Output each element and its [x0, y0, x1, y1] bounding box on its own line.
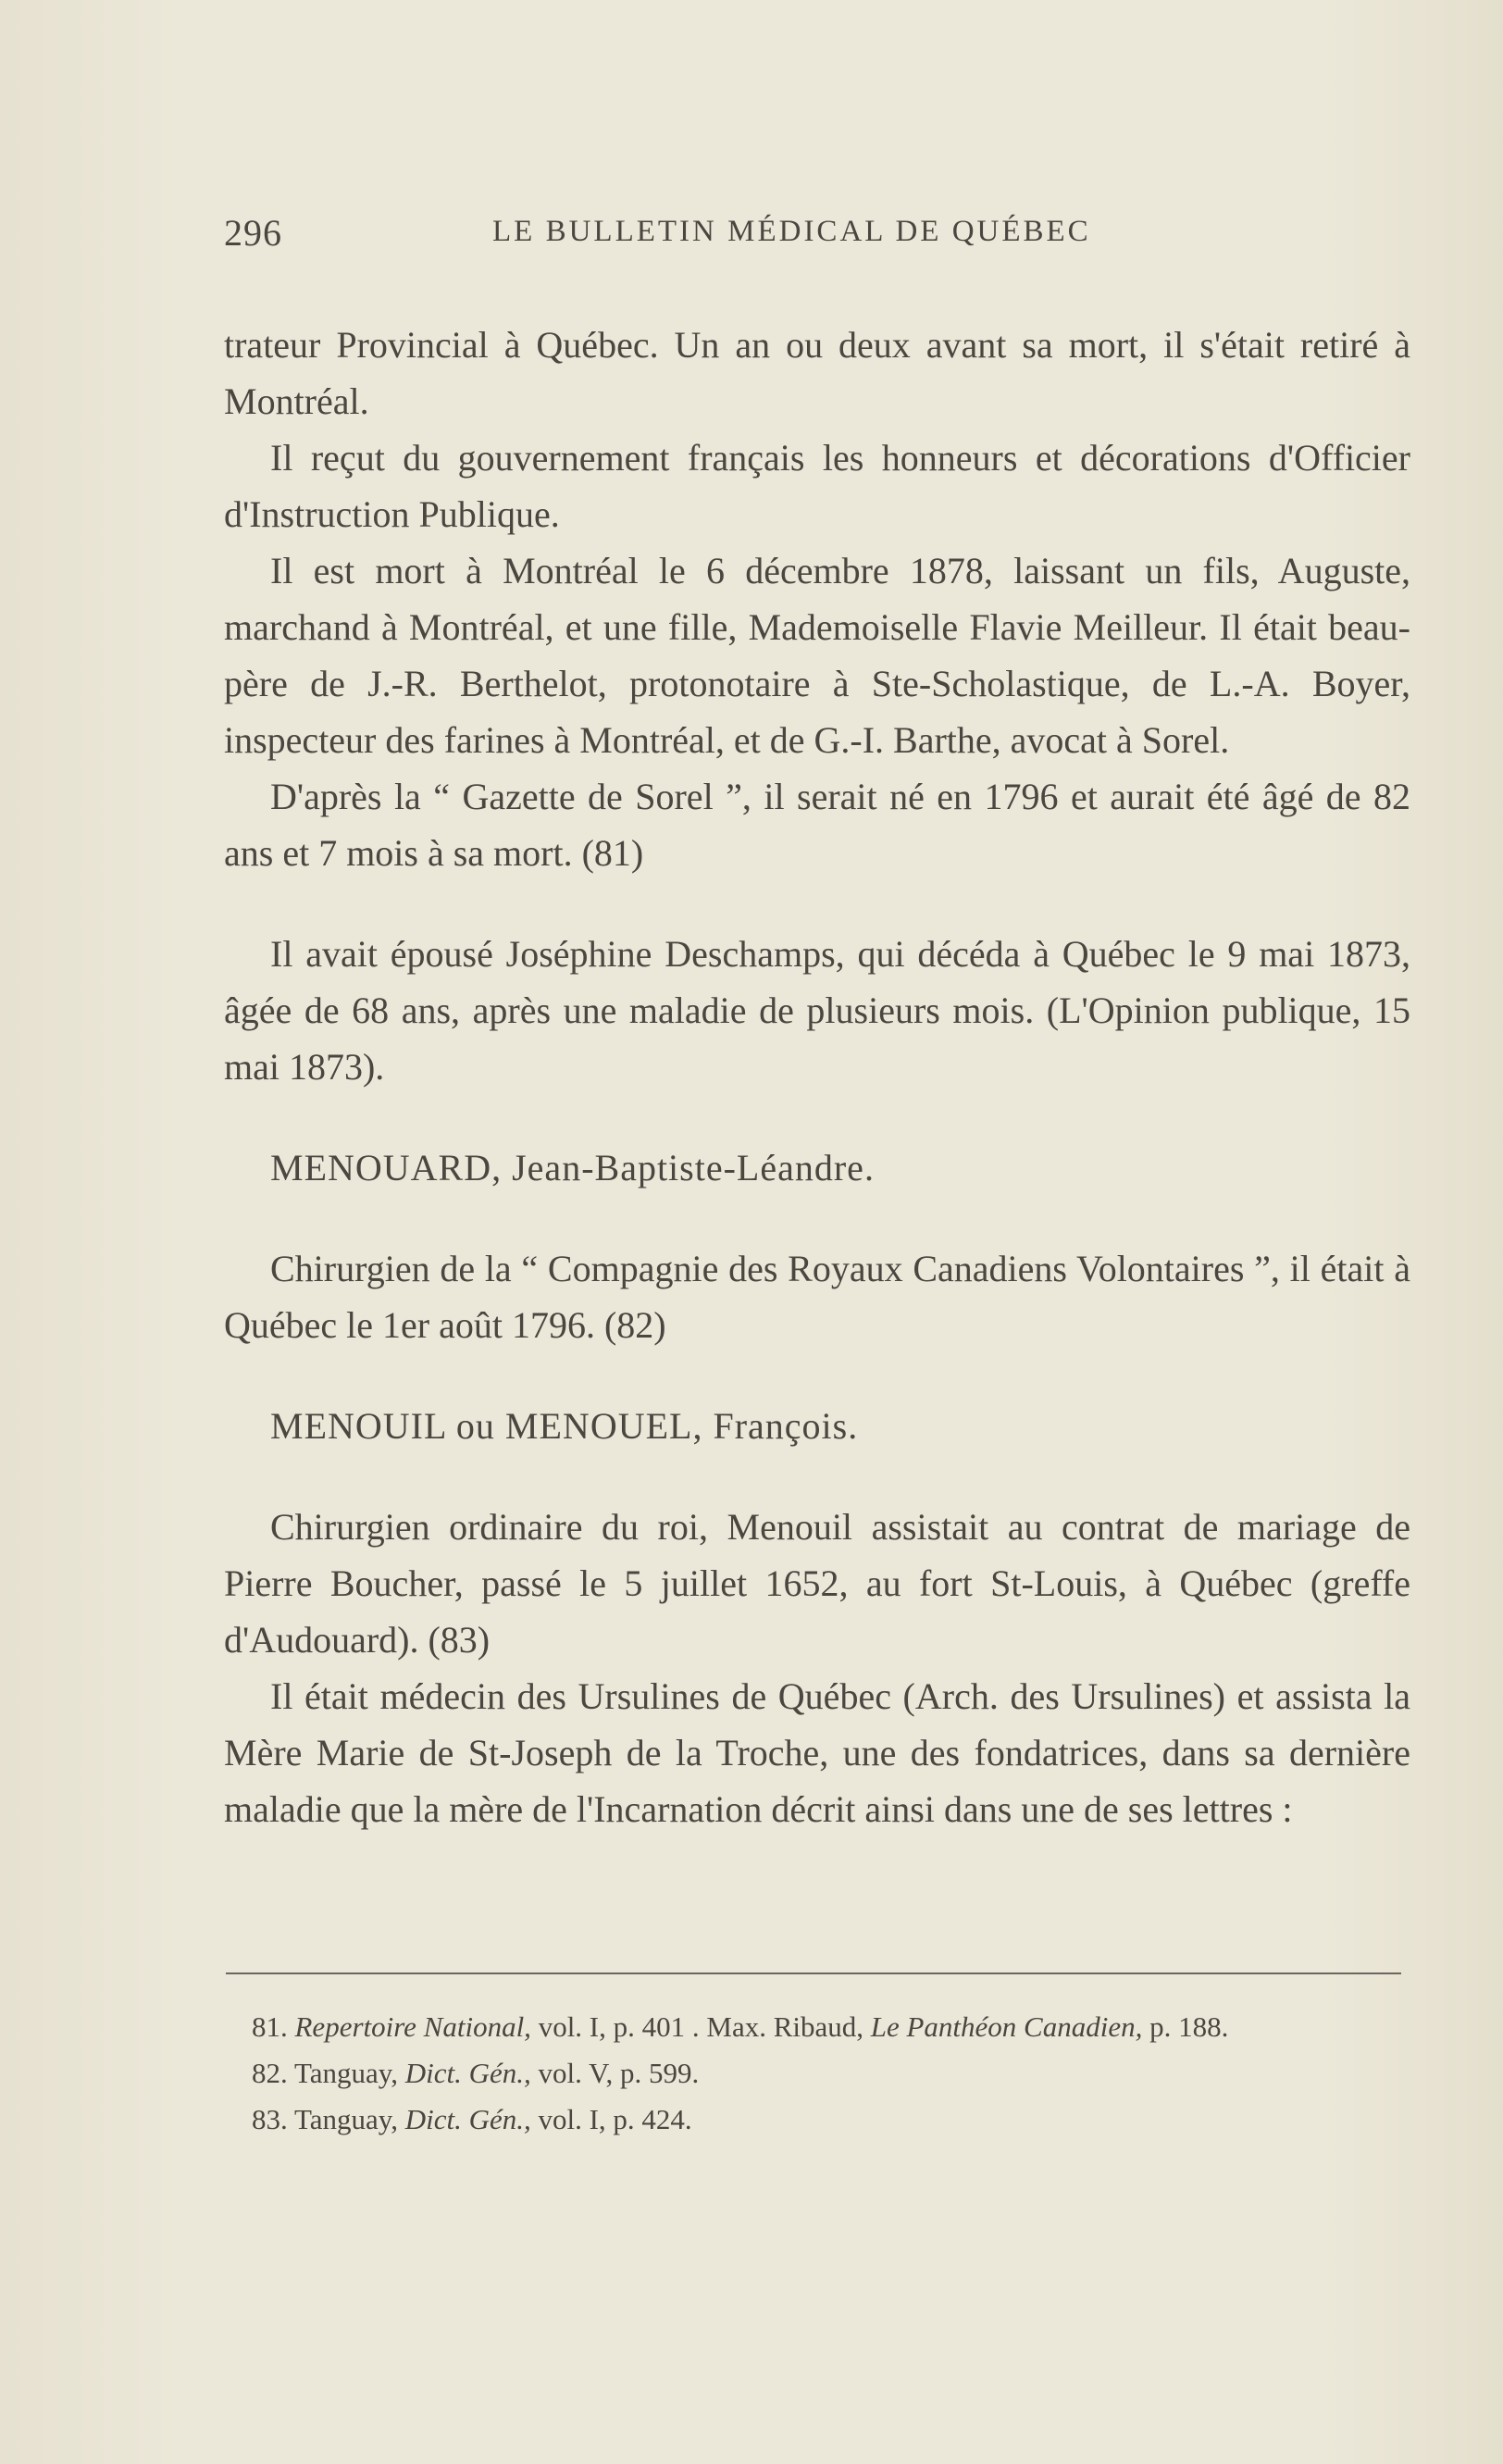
page-header — [224, 211, 1410, 267]
footnote: 81. Repertoire National, vol. I, p. 401 . Max. Ribaud, Le Panthéon Canadien, p. 188. — [252, 2010, 1229, 2043]
body-text — [224, 317, 1410, 1837]
paragraph: D'après la “ Gazette de Sorel ”, il serait né en 1796 et aurait été âgé de 82 ans et 7 mois à sa mort. (81) — [224, 776, 1410, 874]
footnotes — [224, 2007, 1410, 2146]
footnote-number: 83. — [252, 2103, 288, 2135]
footnote-number: 82. — [252, 2057, 288, 2089]
page-number: 296 — [224, 212, 282, 254]
paragraph: Chirurgien ordinaire du roi, Menouil assistait au contrat de mariage de Pierre Boucher, passé le 5 juillet 1652, au fort St-Louis, à Québec (greffe d'Audouard). (83) — [224, 1506, 1410, 1661]
running-head: LE BULLETIN MÉDICAL DE QUÉBEC — [492, 215, 1091, 248]
footnote: 82. Tanguay, Dict. Gén., vol. V, p. 599. — [252, 2057, 700, 2089]
footnote-number: 81. — [252, 2010, 288, 2043]
paragraph: Chirurgien de la “ Compagnie des Royaux Canadiens Volontaires ”, il était à Québec le 1er août 1796. (82) — [224, 1248, 1410, 1346]
footnote-rule — [226, 1972, 1401, 1974]
paragraph: Il était médecin des Ursulines de Québec (Arch. des Ursulines) et assista la Mère Marie de St-Joseph de la Troche, une des fondatrices, dans sa dernière maladie que la mère de l'Incarnation décrit ainsi dans une de ses lettres : — [224, 1675, 1410, 1830]
paragraph: trateur Provincial à Québec. Un an ou deux avant sa mort, il s'était retiré à Montréal. — [224, 324, 1410, 422]
paragraph: Il avait épousé Joséphine Deschamps, qui décéda à Québec le 9 mai 1873, âgée de 68 ans, après une maladie de plusieurs mois. (L'Opinion publique, 15 mai 1873). — [224, 933, 1410, 1088]
footnote: 83. Tanguay, Dict. Gén., vol. I, p. 424. — [252, 2103, 692, 2135]
paragraph: Il reçut du gouvernement français les honneurs et décorations d'Officier d'Instruction Publique. — [224, 437, 1410, 535]
paragraph: Il est mort à Montréal le 6 décembre 1878, laissant un fils, Auguste, marchand à Montréal, et une fille, Mademoiselle Flavie Meilleur. Il était beau-père de J.-R. Berthelot, protonotaire à Ste-Scholastique, de L.-A. Boyer, inspecteur des farines à Montréal, et de G.-I. Barthe, avocat à Sorel. — [224, 550, 1410, 761]
entry-heading: MENOUARD, Jean-Baptiste-Léandre. — [270, 1147, 875, 1188]
entry-heading: MENOUIL ou MENOUEL, François. — [270, 1405, 859, 1447]
